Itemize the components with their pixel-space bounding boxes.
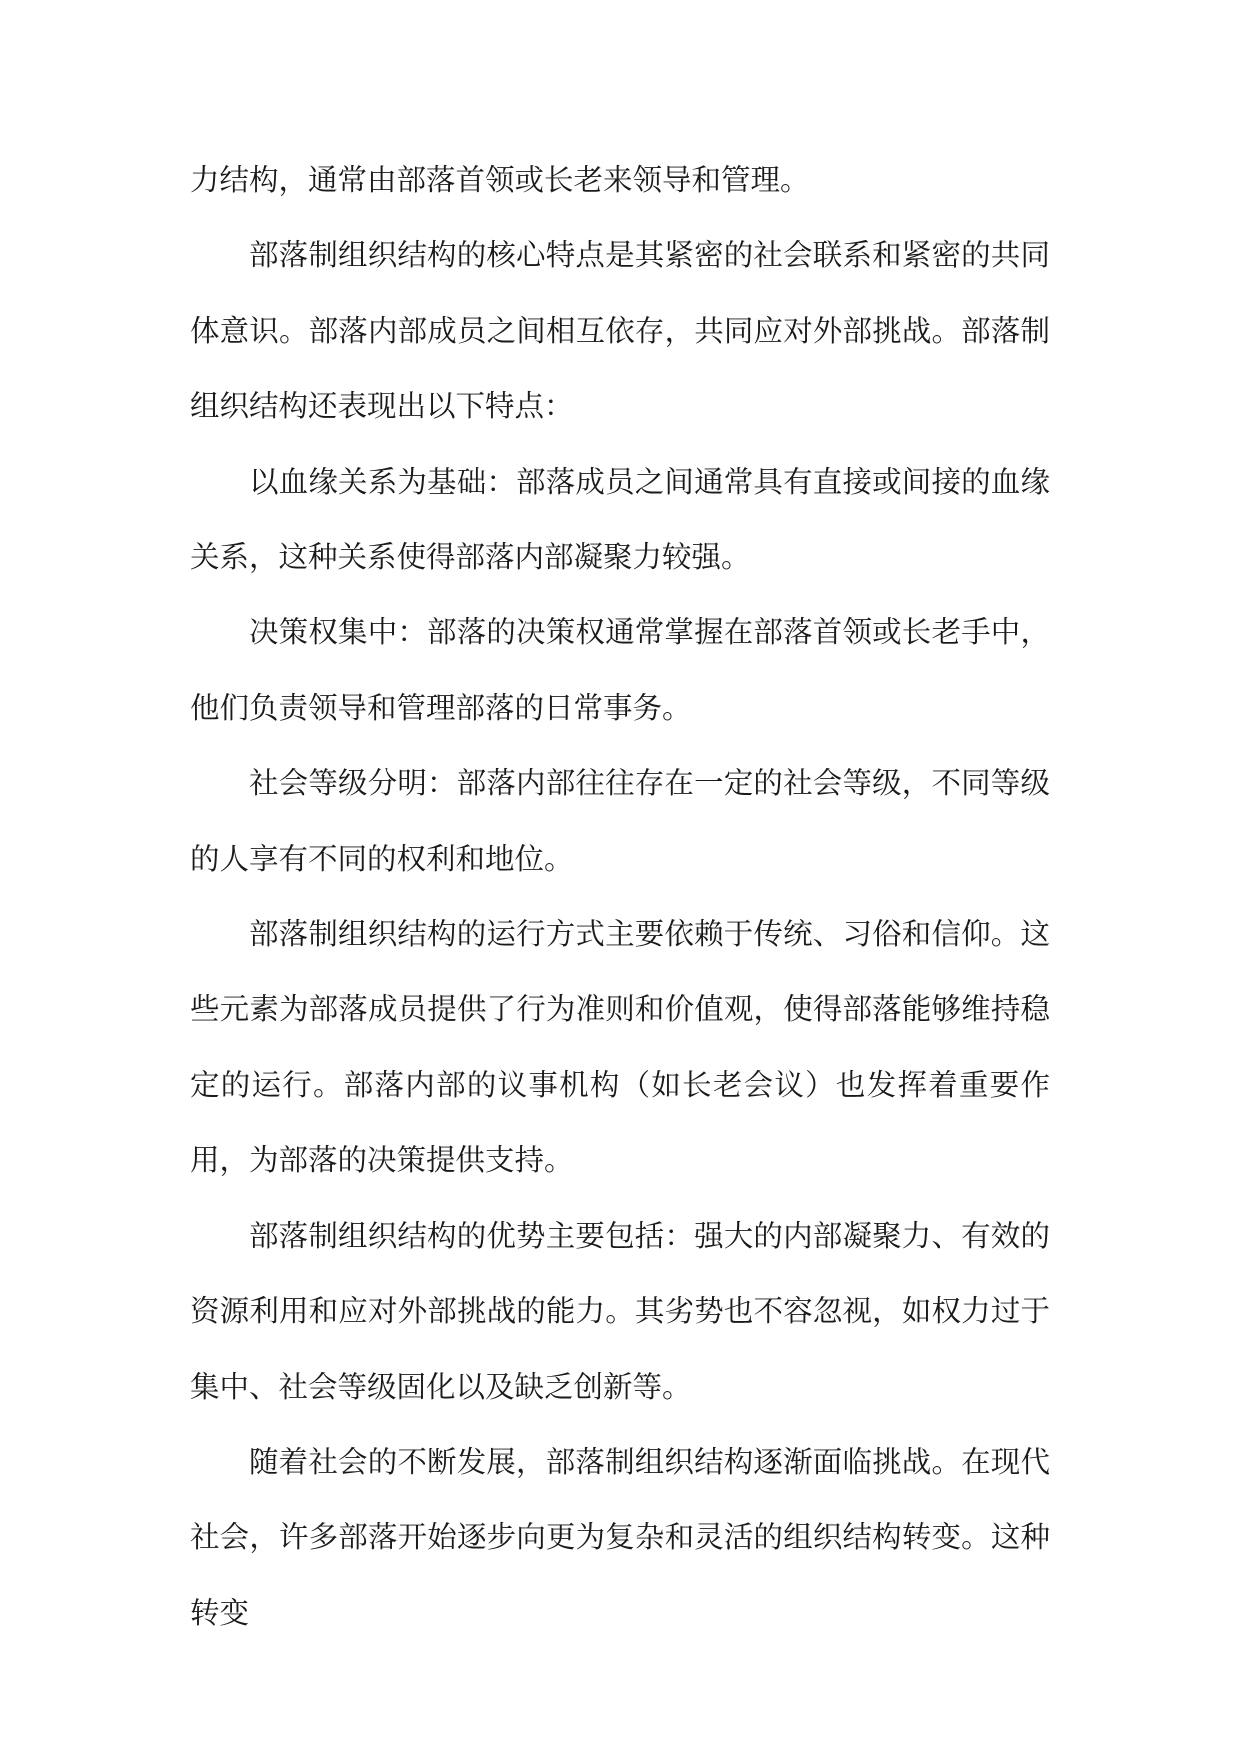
- paragraph-social-hierarchy: 社会等级分明：部落内部往往存在一定的社会等级，不同等级的人享有不同的权利和地位。: [190, 766, 1050, 876]
- paragraph-challenges: 随着社会的不断发展，部落制组织结构逐渐面临挑战。在现代社会，许多部落开始逐步向更为复杂和灵活的组织结构转变。这种转变: [190, 1444, 1050, 1630]
- paragraph-blood-relations: 以血缘关系为基础：部落成员之间通常具有直接或间接的血缘关系，这种关系使得部落内部凝聚力较强。: [190, 464, 1050, 575]
- paragraph-continued: 力结构，通常由部落首领或长老来领导和管理。: [190, 163, 810, 197]
- body-text: [190, 143, 1050, 1651]
- paragraph-operation: 部落制组织结构的运行方式主要依赖于传统、习俗和信仰。这些元素为部落成员提供了行为准则和价值观，使得部落能够维持稳定的运行。部落内部的议事机构（如长老会议）也发挥着重要作用，为部落的决策提供支持。: [190, 917, 1050, 1178]
- paragraph-decision-power: 决策权集中：部落的决策权通常掌握在部落首领或长老手中，他们负责领导和管理部落的日常事务。: [190, 615, 1050, 725]
- paragraph-pros-cons: 部落制组织结构的优势主要包括：强大的内部凝聚力、有效的资源利用和应对外部挑战的能力。其劣势也不容忽视，如权力过于集中、社会等级固化以及缺乏创新等。: [190, 1218, 1050, 1404]
- paragraph-core-features: 部落制组织结构的核心特点是其紧密的社会联系和紧密的共同体意识。部落内部成员之间相互依存，共同应对外部挑战。部落制组织结构还表现出以下特点：: [190, 238, 1050, 424]
